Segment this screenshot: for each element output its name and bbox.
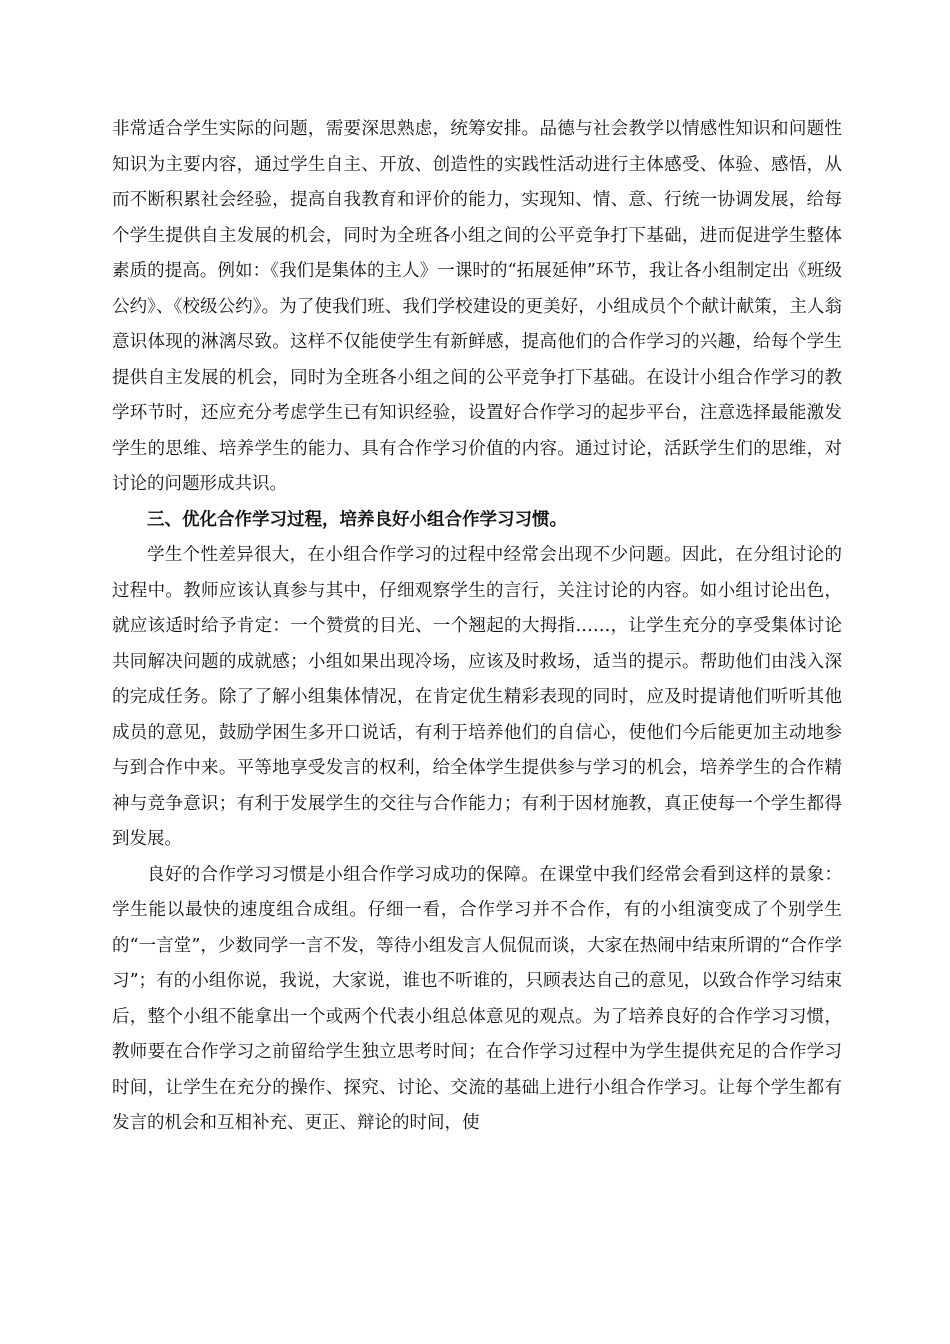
section-heading: 三、优化合作学习过程，培养良好小组合作学习习惯。 — [147, 509, 567, 530]
body-paragraph-continuation: 非常适合学生实际的问题，需要深思熟虑，统筹安排。品德与社会教学以情感性知识和问题性知识为主要内容，通过学生自主、开放、创造性的实践性活动进行主体感受、体验、感悟，从而不断积累社会经验，提高自我教育和评价的能力，实现知、情、意、行统一协调发展，给每个学生提供自主发展的机会，同时为全班各小组之间的公平竞争打下基础，进而促进学生整体素质的提高。例如：《我们是集体的主人》一课时的“拓展延伸”环节，我让各小组制定出《班级公约》、《校级公约》。为了使我们班、我们学校建设的更美好，小组成员个个献计献策，主人翁意识体现的淋漓尽致。这样不仅能使学生有新鲜感，提高他们的合作学习的兴趣，给每个学生提供自主发展的机会，同时为全班各小组之间的公平竞争打下基础。在设计小组合作学习的教学环节时，还应充分考虑学生已有知识经验，设置好合作学习的起步平台，注意选择最能激发学生的思维、培养学生的能力、具有合作学习价值的内容。通过讨论，活跃学生们的思维，对讨论的问题形成共识。 — [112, 119, 842, 494]
document-page — [112, 112, 842, 1142]
body-paragraph: 学生个性差异很大，在小组合作学习的过程中经常会出现不少问题。因此，在分组讨论的过程中。教师应该认真参与其中，仔细观察学生的言行，关注讨论的内容。如小组讨论出色，就应该适时给予肯定：一个赞赏的目光、一个翘起的大拇指……，让学生充分的享受集体讨论共同解决问题的成就感；小组如果出现冷场，应该及时救场，适当的提示。帮助他们由浅入深的完成任务。除了了解小组集体情况，在肯定优生精彩表现的同时，应及时提请他们听听其他成员的意见，鼓励学困生多开口说话，有利于培养他们的自信心，使他们今后能更加主动地参与到合作中来。平等地享受发言的权利，给全体学生提供参与学习的机会，培养学生的合作精神与竞争意识；有利于发展学生的交往与合作能力；有利于因材施教，真正使每一个学生都得到发展。 — [112, 545, 842, 849]
body-paragraph: 良好的合作学习习惯是小组合作学习成功的保障。在课堂中我们经常会看到这样的景象：学生能以最快的速度组合成组。仔细一看，合作学习并不合作，有的小组演变成了个别学生的“一言堂”，少数同学一言不发，等待小组发言人侃侃而谈，大家在热闹中结束所谓的“合作学习”；有的小组你说，我说，大家说，谁也不听谁的，只顾表达自己的意见，以致合作学习结束后，整个小组不能拿出一个或两个代表小组总体意见的观点。为了培养良好的合作学习习惯，教师要在合作学习之前留给学生独立思考时间；在合作学习过程中为学生提供充足的合作学习时间，让学生在充分的操作、探究、讨论、交流的基础上进行小组合作学习。让每个学生都有发言的机会和互相补充、更正、辩论的时间，使 — [112, 864, 842, 1133]
